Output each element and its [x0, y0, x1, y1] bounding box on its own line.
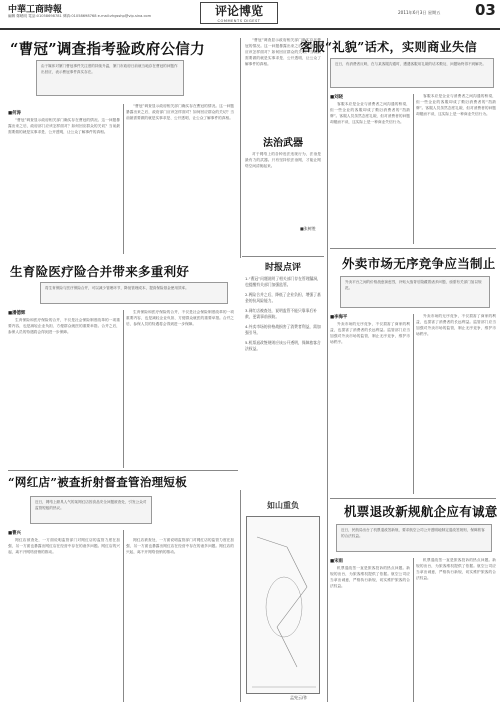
article3-byline: ■曹兴	[8, 531, 21, 536]
qa-item: 3.网红店被查处，说明监管不能只靠事后补救，更需事前预防。	[245, 308, 317, 319]
article4-body-col1: 客服本应是企业与消费者之间沟通的桥梁，但一些企业的客服却成了敷衍消费者的“挡箭牌”。客服人员虽然态度礼貌，但对消费者的问题却避而不谈，这实际上是一种商业失信行为。	[330, 102, 410, 124]
article6-body-col1: 机票退改签一直是旅客投诉的热点问题。新规的出台，为旅客维权提供了依据。航空公司应当拿出诚意，严格执行新规，切实维护旅客的合法权益。	[330, 566, 410, 588]
article3-headline: “网红店”被查折射督查管治理短板	[8, 475, 188, 489]
section-title-en: COMMENTS DIGEST	[217, 19, 261, 23]
section-divider	[330, 248, 496, 249]
article6-headline: 机票退改新规航企应有诚意	[344, 504, 498, 519]
column-divider	[123, 104, 124, 254]
article2-headline: 生育险医疗险合并带来多重利好	[10, 264, 190, 279]
article2-body-col2: 生育保险和医疗保险的合并，不仅是社会保险制度改革的一项重要内容，也是减轻企业负担、方便群众就医的重要举措。合并之后，参保人员的待遇将会得到进一步保障。	[126, 310, 234, 326]
section-divider	[8, 470, 238, 471]
article1-lead: 由于媒体对厦门曹冠事件关注度的持续升温，厦门市政府日前就当地存在曹冠的问题作出回应，表示曹冠事件真实存在。	[36, 60, 184, 96]
column-divider	[413, 94, 414, 244]
article3-body-col2: 网红店被查处，一方面说明监管部门对网红店的监管力度在加强，另一方面也暴露出网红店在经营中存在的诸多问题。网红店的兴起，离不开网络营销的推动。	[126, 538, 234, 554]
law-box-title: 法治武器	[263, 138, 303, 149]
qa-box-list	[245, 276, 321, 491]
article4-headline: 客服“礼貌”话术，实则商业失信	[300, 40, 477, 54]
article3-body-col1: 网红店被查处，一方面说明监管部门对网红店的监管力度在加强，另一方面也暴露出网红店在经营中存在的诸多问题。网红店的兴起，离不开网络营销的推动。	[8, 538, 120, 554]
law-box-author: ■张树胜	[300, 226, 316, 231]
box-divider	[242, 256, 324, 257]
article1-body-col1: “曹冠”调查显示政府相关部门确实存在曹冠的情况。这一问题暴露出来之后，政府部门应该怎样面对？如何回应群众的关切？当前最需要做的就是实事求是、公开透明，让公众了解事件的真相。	[8, 118, 120, 134]
article6-lead: 近日，民航局出台了机票退改签新规，要求航空公司公开透明地制定退改签规则，保障旅客的合法权益。	[336, 524, 492, 552]
article6-byline: ■宋雨	[330, 559, 343, 564]
law-box-body: 对于网络上的各种违法违规行为，法治是最有力的武器。只有坚持依法治网，才能让网络空间清朗起来。	[245, 152, 321, 168]
article4-body-col2: 客服本应是企业与消费者之间沟通的桥梁，但一些企业的客服却成了敷衍消费者的“挡箭牌”。客服人员虽然态度礼貌，但对消费者的问题却避而不谈，这实际上是一种商业失信行为。	[416, 94, 496, 116]
qa-item: 2.两险合并之后，降低了企业负担，增强了基金的抗风险能力。	[245, 292, 321, 303]
qa-item: 1.“曹冠”问题说明了相关部门存在管理漏洞，也提醒有关部门加强监管。	[245, 276, 321, 287]
column-divider	[123, 530, 124, 702]
section-divider	[330, 498, 496, 499]
cartoon-credit: 孟宪云/作	[290, 695, 308, 700]
article3-lead: 近日，网络上颇具人气的某网红店因食品安全问题被查处，引发公众对监管短板的热议。	[30, 496, 152, 524]
masthead-contact: 編輯 鄭曉明 電話:01058698781 傳真:01058698768 e-mail:zhgsshp@vip.sina.com	[8, 14, 152, 18]
cartoon-drawing	[247, 517, 321, 695]
column-divider	[327, 38, 328, 702]
article1-body-col3: “曹冠”调查显示政府相关部门确实存在曹冠的情况。这一问题暴露出来之后，政府部门应该怎样面对？如何回应群众的关切？当前最需要做的就是实事求是、公开透明，让公众了解事件的真相。	[245, 38, 321, 66]
newspaper-logo: 中華工商時報	[8, 5, 63, 15]
article1-byline: ■何涛	[8, 111, 21, 116]
article4-byline: ■刘晓	[330, 95, 343, 100]
column-divider	[240, 38, 241, 258]
section-title: 评论博览	[200, 2, 278, 24]
article5-body-col1: 外卖市场的无序竞争，不仅损害了商家的利益，也损害了消费者的长远利益。监管部门应当加强对外卖市场的监管，制止无序竞争，维护市场秩序。	[330, 322, 410, 344]
qa-item: 4.外卖市场的价格战损害了消费者利益，需加强引导。	[245, 324, 321, 335]
article5-headline: 外卖市场无序竞争应当制止	[342, 256, 496, 271]
cartoon-image	[246, 516, 320, 694]
article5-lead: 外卖平台之间的价格战愈演愈烈，补贴大战背后隐藏着诸多问题，亟需有关部门加以规范。	[340, 276, 490, 308]
column-divider	[240, 490, 241, 702]
column-divider	[413, 558, 414, 702]
article5-body-col2: 外卖市场的无序竞争，不仅损害了商家的利益，也损害了消费者的长远利益。监管部门应当加强对外卖市场的监管，制止无序竞争，维护市场秩序。	[416, 314, 496, 336]
qa-box-title: 时报点评	[264, 263, 301, 273]
page-number: 03	[475, 1, 496, 19]
article1-headline: “曹冠”调查指考验政府公信力	[10, 41, 205, 58]
article2-lead: 将生育保险与医疗保险合并，可以减少管理环节，降低管理成本，提高保险基金使用效率。	[40, 282, 228, 304]
article5-byline: ■李海平	[330, 315, 348, 320]
article4-lead: 近日，有消费者反映，在与某客服沟通时，遭遇客服用礼貌的话术敷衍，问题始终得不到解决。	[330, 58, 494, 88]
cartoon-caption: 如山重负	[267, 500, 299, 510]
article2-body-col1: 生育保险和医疗保险的合并，不仅是社会保险制度改革的一项重要内容，也是减轻企业负担、方便群众就医的重要举措。合并之后，参保人员的待遇将会得到进一步保障。	[8, 318, 120, 334]
article2-byline: ■潘德辉	[8, 311, 26, 316]
qa-item: 5.机票退改签规则应该公开透明，保障旅客合法权益。	[245, 340, 321, 351]
article1-body-col2: “曹冠”调查显示政府相关部门确实存在曹冠的情况。这一问题暴露出来之后，政府部门应该怎样面对？如何回应群众的关切？当前最需要做的就是实事求是、公开透明，让公众了解事件的真相。	[126, 104, 234, 120]
column-divider	[123, 310, 124, 468]
masthead	[0, 0, 500, 30]
column-divider	[413, 314, 414, 494]
issue-date: 2011年6月3日 星期五	[398, 10, 441, 15]
article6-body-col2: 机票退改签一直是旅客投诉的热点问题。新规的出台，为旅客维权提供了依据。航空公司应当拿出诚意，严格执行新规，切实维护旅客的合法权益。	[416, 558, 496, 580]
